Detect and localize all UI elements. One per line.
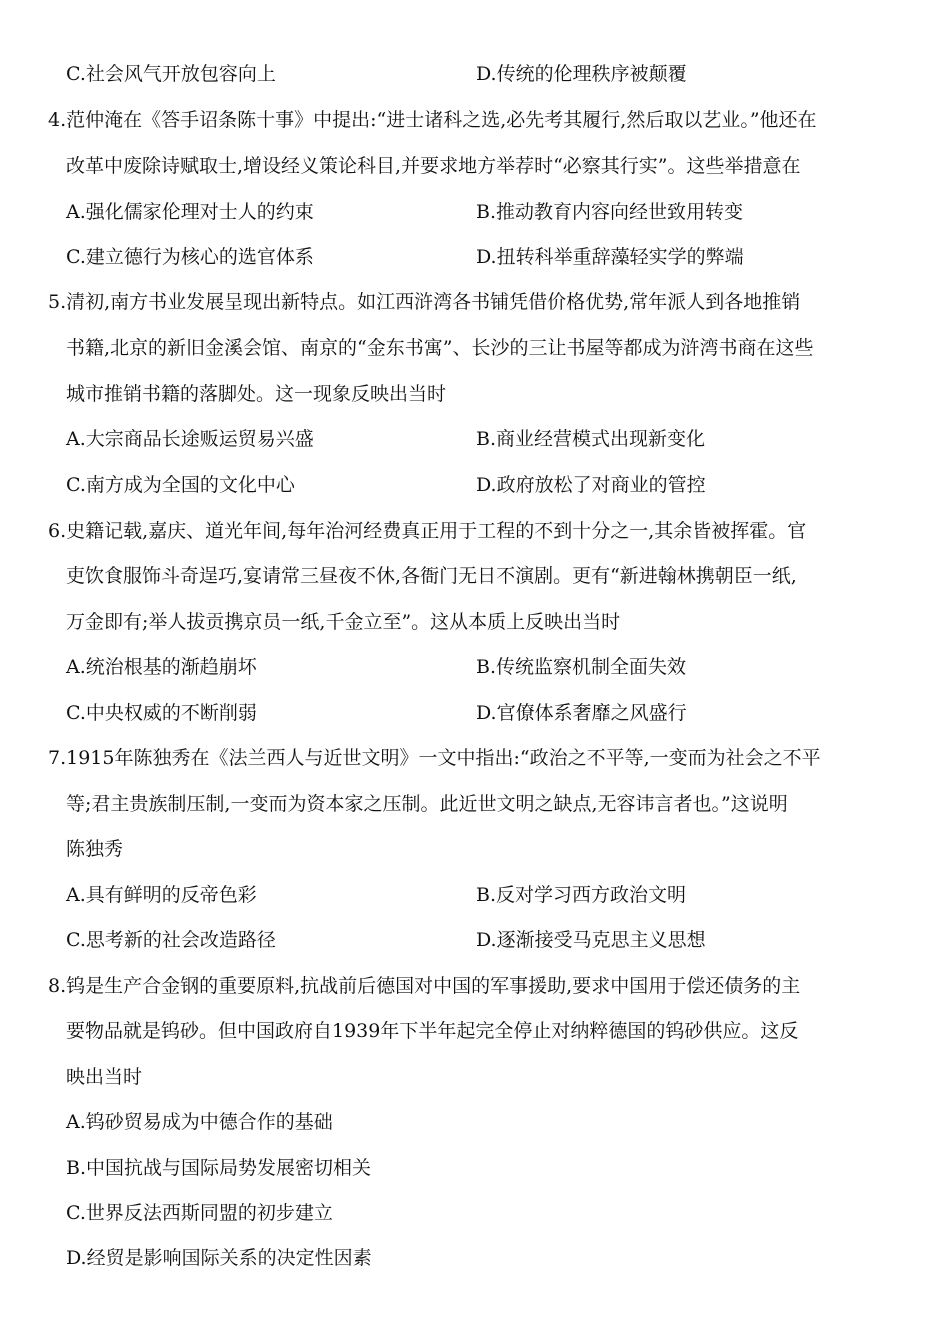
question-4-stem-line-1: 4.范仲淹在《答手诏条陈十事》中提出:“进士诸科之选,必先考其履行,然后取以艺业。”他还在 (48, 109, 817, 131)
question-6-option-a: A.统治根基的渐趋崩坏 (66, 656, 257, 678)
question-6-stem-line-2: 吏饮食服饰斗奇逞巧,宴请常三昼夜不休,各衙门无日不演剧。更有“新进翰林携朝臣一纸, (66, 565, 797, 587)
option-d: D.传统的伦理秩序被颠覆 (476, 63, 687, 85)
question-7-option-d: D.逐渐接受马克思主义思想 (476, 929, 706, 951)
question-6-option-b: B.传统监察机制全面失效 (476, 656, 687, 678)
option-c: C.社会风气开放包容向上 (66, 63, 276, 85)
question-6-stem-line-1: 6.史籍记载,嘉庆、道光年间,每年治河经费真正用于工程的不到十分之一,其余皆被挥霍。官 (48, 520, 807, 542)
question-7-option-a: A.具有鲜明的反帝色彩 (66, 884, 257, 906)
question-4-option-d: D.扭转科举重辞藻轻实学的弊端 (476, 246, 744, 268)
question-7-stem-line-3: 陈独秀 (66, 838, 124, 860)
question-8-stem-line-2: 要物品就是钨砂。但中国政府自1939年下半年起完全停止对纳粹德国的钨砂供应。这反 (66, 1020, 799, 1042)
question-4-option-a: A.强化儒家伦理对士人的约束 (66, 201, 314, 223)
question-4-option-c: C.建立德行为核心的选官体系 (66, 246, 314, 268)
question-5-option-b: B.商业经营模式出现新变化 (476, 428, 706, 450)
question-6-stem-line-3: 万金即有;举人拔贡携京员一纸,千金立至”。这从本质上反映出当时 (66, 611, 621, 633)
question-5-stem-line-3: 城市推销书籍的落脚处。这一现象反映出当时 (66, 383, 447, 405)
question-4-stem-line-2: 改革中废除诗赋取士,增设经义策论科目,并要求地方举荐时“必察其行实”。这些举措意在 (66, 155, 801, 177)
question-8-stem-line-1: 8.钨是生产合金钢的重要原料,抗战前后德国对中国的军事援助,要求中国用于偿还债务的主 (48, 975, 801, 997)
question-6-option-d: D.官僚体系奢靡之风盛行 (476, 702, 687, 724)
question-4-option-b: B.推动教育内容向经世致用转变 (476, 201, 744, 223)
question-8-stem-line-3: 映出当时 (66, 1066, 143, 1088)
question-5-stem-line-2: 书籍,北京的新旧金溪会馆、南京的“金东书寓”、长沙的三让书屋等都成为浒湾书商在这些 (66, 337, 814, 359)
question-8-option-c: C.世界反法西斯同盟的初步建立 (66, 1202, 333, 1224)
question-8-option-a: A.钨砂贸易成为中德合作的基础 (66, 1111, 333, 1133)
question-7-stem-line-2: 等;君主贵族制压制,一变而为资本家之压制。此近世文明之缺点,无容讳言者也。”这说明 (66, 793, 788, 815)
question-5-stem-line-1: 5.清初,南方书业发展呈现出新特点。如江西浒湾各书铺凭借价格优势,常年派人到各地推销 (48, 291, 801, 313)
question-8-option-d: D.经贸是影响国际关系的决定性因素 (66, 1247, 372, 1269)
question-5-option-d: D.政府放松了对商业的管控 (476, 474, 706, 496)
question-7-option-c: C.思考新的社会改造路径 (66, 929, 276, 951)
question-7-option-b: B.反对学习西方政治文明 (476, 884, 687, 906)
question-5-option-a: A.大宗商品长途贩运贸易兴盛 (66, 428, 314, 450)
question-6-option-c: C.中央权威的不断削弱 (66, 702, 257, 724)
question-8-option-b: B.中国抗战与国际局势发展密切相关 (66, 1157, 372, 1179)
question-7-stem-line-1: 7.1915年陈独秀在《法兰西人与近世文明》一文中指出:“政治之不平等,一变而为社会之不平 (48, 747, 821, 769)
question-5-option-c: C.南方成为全国的文化中心 (66, 474, 295, 496)
